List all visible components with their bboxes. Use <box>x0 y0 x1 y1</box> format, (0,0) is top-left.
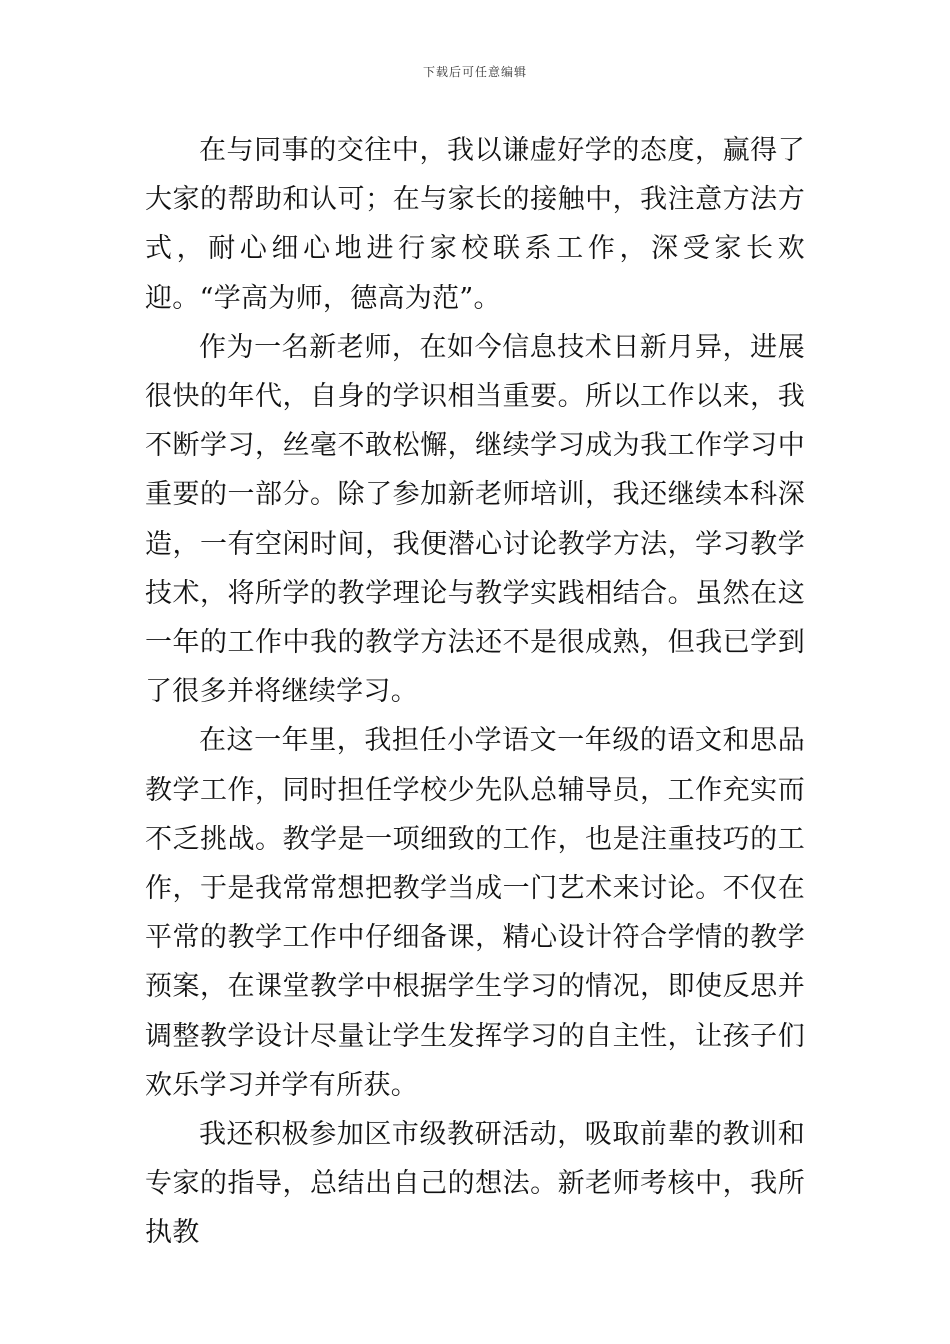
document-body <box>145 126 805 1258</box>
paragraph-continuous-learning: 作为一名新老师，在如今信息技术日新月异，进展很快的年代，自身的学识相当重要。所以工作以来，我不断学习，丝毫不敢松懈，继续学习成为我工作学习中重要的一部分。除了参加新老师培训，我还继续本科深造，一有空闲时间，我便潜心讨论教学方法，学习教学技术，将所学的教学理论与教学实践相结合。虽然在这一年的工作中我的教学方法还不是很成熟，但我已学到了很多并将继续学习。 <box>145 331 805 708</box>
header-note: 下载后可任意编辑 <box>422 65 527 79</box>
paragraph-teaching-work: 在这一年里，我担任小学语文一年级的语文和思品教学工作，同时担任学校少先队总辅导员，工作充实而不乏挑战。教学是一项细致的工作，也是注重技巧的工作，于是我常常想把教学当成一门艺术来讨论。不仅在平常的教学工作中仔细备课，精心设计符合学情的教学预案，在课堂教学中根据学生学习的情况，即使反思并调整教学设计尽量让学生发挥学习的自主性，让孩子们欢乐学习并学有所获。 <box>145 725 805 1101</box>
paragraph-teaching-research: 我还积极参加区市级教研活动，吸取前辈的教训和专家的指导，总结出自己的想法。新老师考核中，我所执教 <box>145 1119 805 1249</box>
paragraph-colleagues-parents: 在与同事的交往中，我以谦虚好学的态度，赢得了大家的帮助和认可；在与家长的接触中，我注意方法方式，耐心细心地进行家校联系工作，深受家长欢迎。“学高为师，德高为范”。 <box>145 135 805 314</box>
